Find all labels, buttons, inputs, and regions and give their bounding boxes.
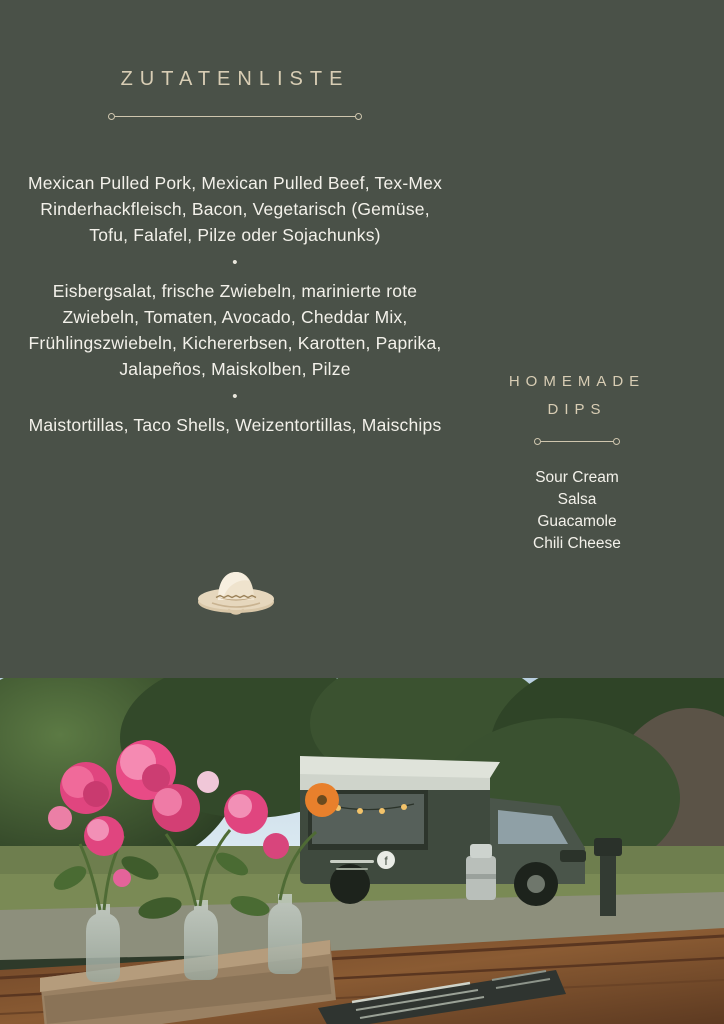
- dips-divider-dot-right: [613, 438, 620, 445]
- group-separator-2: •: [232, 388, 238, 405]
- ingredient-group-vegetables: Eisbergsalat, frische Zwiebeln, marinierte rote Zwiebeln, Tomaten, Avocado, Cheddar Mix, Frühlingszwiebeln, Kichererbsen, Karotten, Paprika, Jalapeños, Maiskolben, Pilze: [28, 281, 442, 379]
- dips-divider-line: [541, 441, 613, 442]
- dip-item: Sour Cream: [535, 469, 619, 486]
- ingredients-heading-block: [0, 68, 470, 120]
- dip-item: Guacamole: [537, 513, 617, 530]
- dip-item: Chili Cheese: [533, 535, 621, 552]
- svg-text:f: f: [384, 854, 388, 868]
- ingredient-group-proteins: Mexican Pulled Pork, Mexican Pulled Beef, Tex-Mex Rinderhackfleisch, Bacon, Vegetarisch (Gemüse, Tofu, Falafel, Pilze oder Sojachunks): [27, 173, 443, 245]
- divider-dot-left: [108, 113, 115, 120]
- heading-divider: [0, 113, 470, 120]
- dips-heading-line-1: HOMEMADE: [508, 373, 646, 390]
- food-truck-photo: [0, 678, 724, 1024]
- group-separator-1: •: [232, 254, 238, 271]
- page-title: ZUTATENLISTE: [120, 68, 350, 90]
- dips-list: [452, 467, 702, 555]
- dips-divider-dot-left: [534, 438, 541, 445]
- divider-dot-right: [355, 113, 362, 120]
- ingredient-group-breads: Maistortillas, Taco Shells, Weizentortillas, Maischips: [28, 415, 442, 435]
- dips-panel: [452, 368, 702, 555]
- ingredients-list: [20, 170, 450, 438]
- sombrero-icon: [196, 556, 276, 626]
- dips-heading-line-2: DIPS: [547, 401, 607, 418]
- divider-line: [115, 116, 355, 117]
- dip-item: Salsa: [557, 491, 597, 508]
- dips-divider: [452, 438, 702, 445]
